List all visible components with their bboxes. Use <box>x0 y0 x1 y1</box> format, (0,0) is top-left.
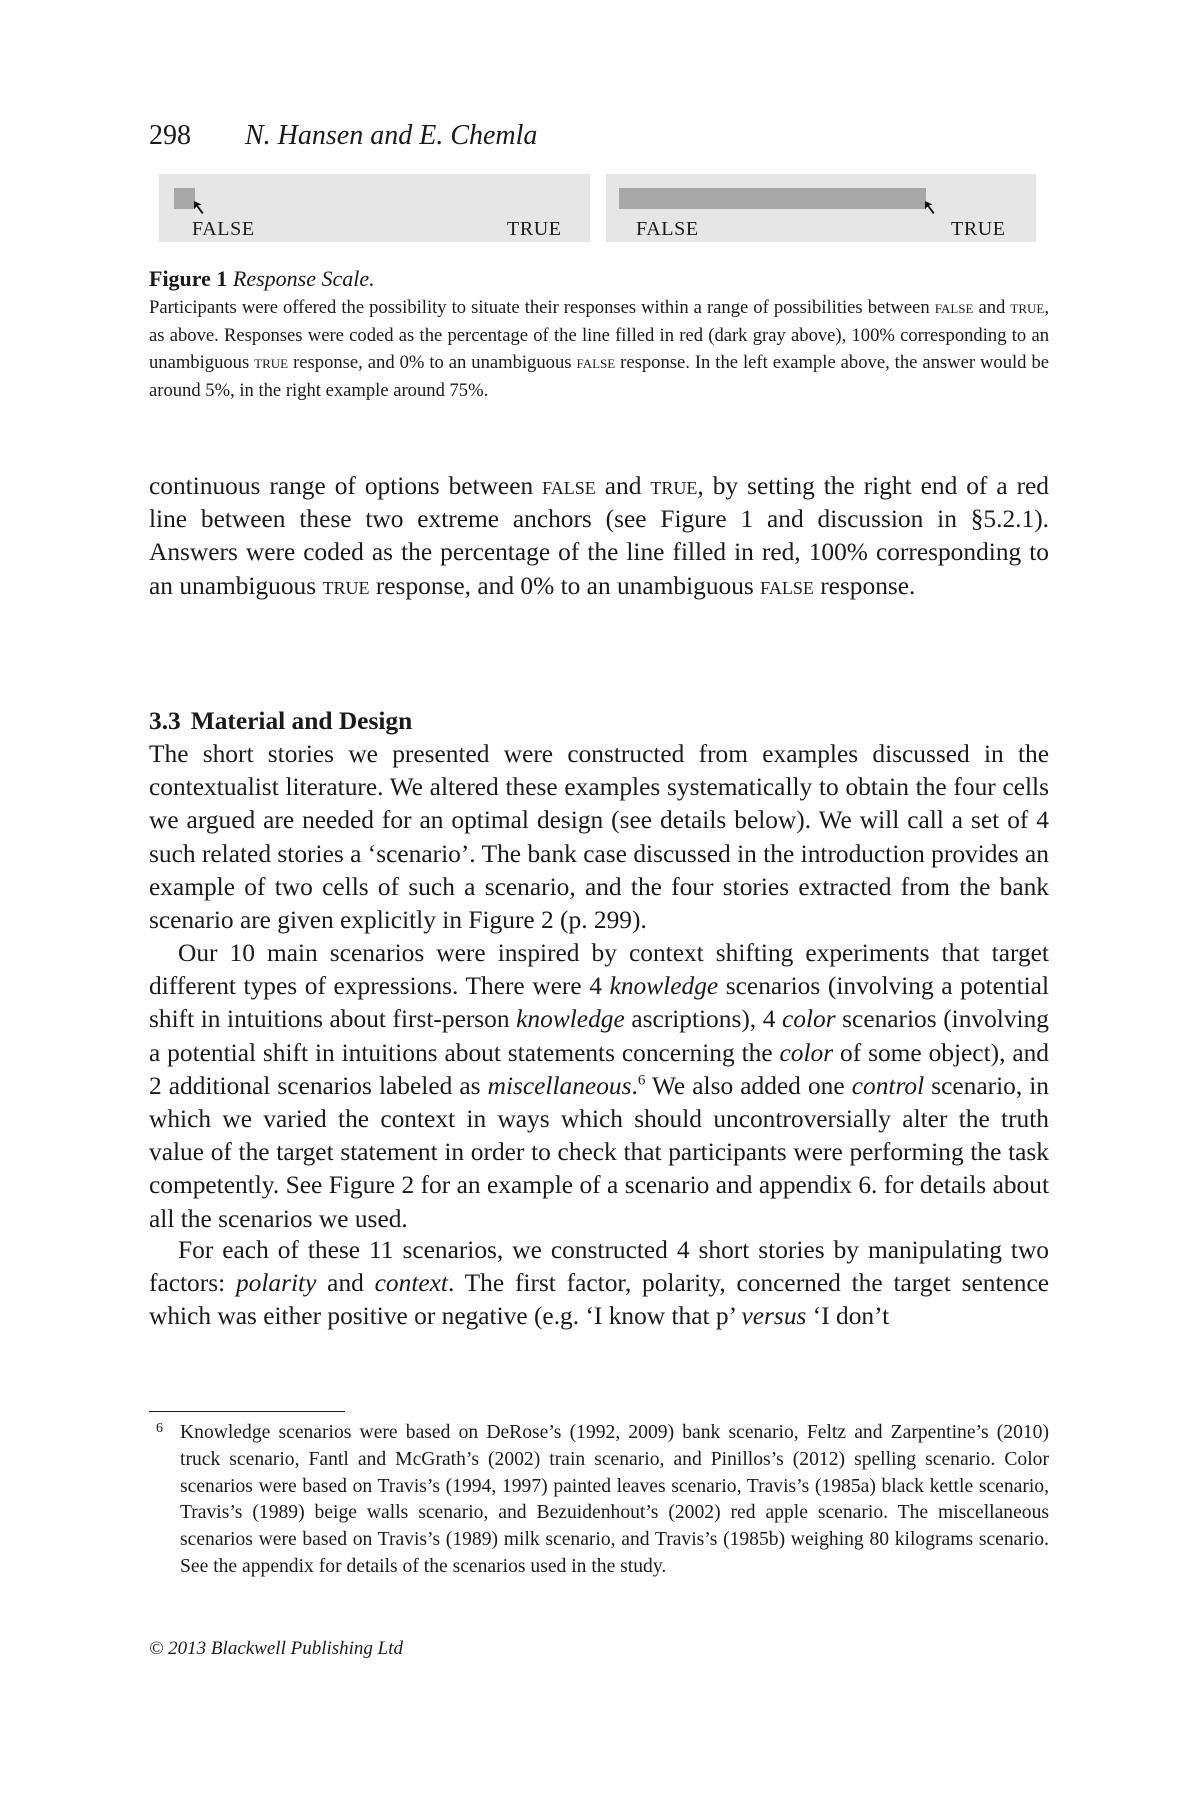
caption-text: response. In the left example above, the answer would be around 5%, in the right example around 75%. <box>149 352 1049 401</box>
paragraph-1: The short stories we presented were constructed from examples discussed in the contextualist literature. We altered these examples systematically to obtain the four cells we argued are needed for an optimal design (see details below). We will call a set of 4 such related stories a ‘scenario’. The bank case discussed in the introduction provides an example of two cells of such a scenario, and the four stories extracted from the bank scenario are given explicitly in Figure 2 (p. 299). <box>149 740 1049 935</box>
body-text: ‘I don’t <box>806 1302 890 1331</box>
footnote <box>156 1420 1049 1581</box>
body-smallcaps: false <box>542 472 596 500</box>
anchor-true-label: TRUE <box>951 218 1006 240</box>
body-smallcaps: true <box>322 571 370 600</box>
body-text: of some object), and 2 additional scenarios labeled as <box>149 1038 1050 1100</box>
anchor-true-label: TRUE <box>507 218 562 240</box>
running-header <box>149 118 537 154</box>
caption-smallcaps: false <box>576 352 616 373</box>
anchor-false-label: FALSE <box>192 218 255 240</box>
copyright-notice: © 2013 Blackwell Publishing Ltd <box>149 1638 404 1659</box>
body-text: scenario, in which we varied the context in ways which should uncontroversially alter the truth value of the target statement in order to check that participants were performing the task competently. See Figure 2 for an example of a scenario and appendix 6. for details about all the scenarios we used. <box>149 1071 1050 1233</box>
running-title: N. Hansen and E. Chemla <box>245 120 538 151</box>
body-italic: knowledge <box>609 972 719 1001</box>
footnote-reference[interactable]: 6 <box>637 1072 646 1089</box>
paragraph-3 <box>149 1234 1049 1334</box>
scale-fill-bar <box>619 188 926 209</box>
body-text: . The first factor, polarity, concerned the target sentence which was either positive or negative (e.g. ‘I know that p’ <box>149 1269 1050 1331</box>
section-heading <box>149 705 412 738</box>
body-smallcaps: false <box>760 571 814 600</box>
body-smallcaps: true <box>650 472 698 500</box>
footnote-rule <box>149 1411 345 1412</box>
caption-text: Participants were offered the possibility to situate their responses within a range of possibilities between <box>149 297 935 318</box>
body-italic: versus <box>741 1302 807 1331</box>
body-italic: color <box>781 1005 836 1034</box>
caption-title <box>149 264 1049 294</box>
caption-smallcaps: false <box>934 297 974 318</box>
body-text: We also added one <box>645 1071 852 1100</box>
body-italic: miscellaneous <box>487 1071 632 1100</box>
caption-name: Response Scale. <box>232 266 375 291</box>
body-italic: control <box>851 1071 925 1100</box>
paragraph-continuation <box>149 470 1049 603</box>
body-text: ascriptions), 4 <box>624 1005 782 1034</box>
body-text: . <box>631 1071 638 1100</box>
body-italic: color <box>779 1038 834 1067</box>
caption-text: , as above. Responses were coded as the percentage of the line filled in red (dark gray above), 100% corresponding to an unambiguous <box>149 297 1049 373</box>
cursor-arrow-icon <box>924 200 942 220</box>
body-text: scenarios (involving a potential shift in intuitions about first-person <box>149 972 1049 1034</box>
figure-caption <box>149 264 1049 404</box>
body-italic: context <box>374 1269 448 1298</box>
caption-smallcaps: true <box>254 352 289 373</box>
section-title: Material and Design <box>190 707 413 735</box>
body-italic: polarity <box>235 1269 317 1298</box>
footnote-marker: 6 <box>156 1421 163 1436</box>
scale-fill-bar <box>174 188 195 209</box>
section-number: 3.3 <box>149 707 181 735</box>
body-text: Our 10 main scenarios were inspired by context shifting experiments that target different types of expressions. There were 4 <box>149 939 1049 1001</box>
caption-smallcaps: true <box>1010 297 1045 318</box>
response-scale-right <box>606 174 1036 242</box>
caption-body <box>149 294 1049 404</box>
caption-text: and <box>973 297 1011 318</box>
body-text: For each of these 11 scenarios, we constructed 4 short stories by manipulating two factors: <box>149 1236 1049 1298</box>
anchor-false-label: FALSE <box>636 218 699 240</box>
paragraph-2 <box>149 937 1049 1236</box>
body-text: response. <box>813 571 916 600</box>
footnote-text: Knowledge scenarios were based on DeRose’s (1992, 2009) bank scenario, Feltz and Zarpentine’s (2010) truck scenario, Fantl and McGrath’s (2002) train scenario, and Pinillos’s (2012) spelling scenario. Color scenarios were based on Travis’s (1994, 1997) painted leaves scenario, Travis’s (1985a) black kettle scenario, Travis’s (1989) beige walls scenario, and Bezuidenhout’s (2002) red apple scenario. The miscellaneous scenarios were based on Travis’s (1989) milk scenario, and Travis’s (1985b) weighing 80 kilograms scenario. See the appendix for details of the scenarios used in the study. <box>180 1422 1049 1577</box>
body-italic: knowledge <box>516 1005 625 1034</box>
body-text: scenarios (involving a potential shift in intuitions about statements concerning the <box>149 1005 1050 1067</box>
body-text: and <box>316 1269 375 1298</box>
page-number: 298 <box>149 120 191 151</box>
body-text: response, and 0% to an unambiguous <box>369 571 761 600</box>
body-text: , by setting the right end of a red line between these two extreme anchors (see Figure 1 and discussion in §5.2.1). Answers were coded as the percentage of the line filled in red, 100% corresponding to an unambiguous <box>149 472 1049 600</box>
caption-label: Figure 1 <box>149 266 228 291</box>
caption-text: response, and 0% to an unambiguous <box>288 352 577 373</box>
response-scale-left <box>159 174 590 242</box>
body-text: and <box>595 472 651 500</box>
body-text: continuous range of options between <box>149 472 543 500</box>
